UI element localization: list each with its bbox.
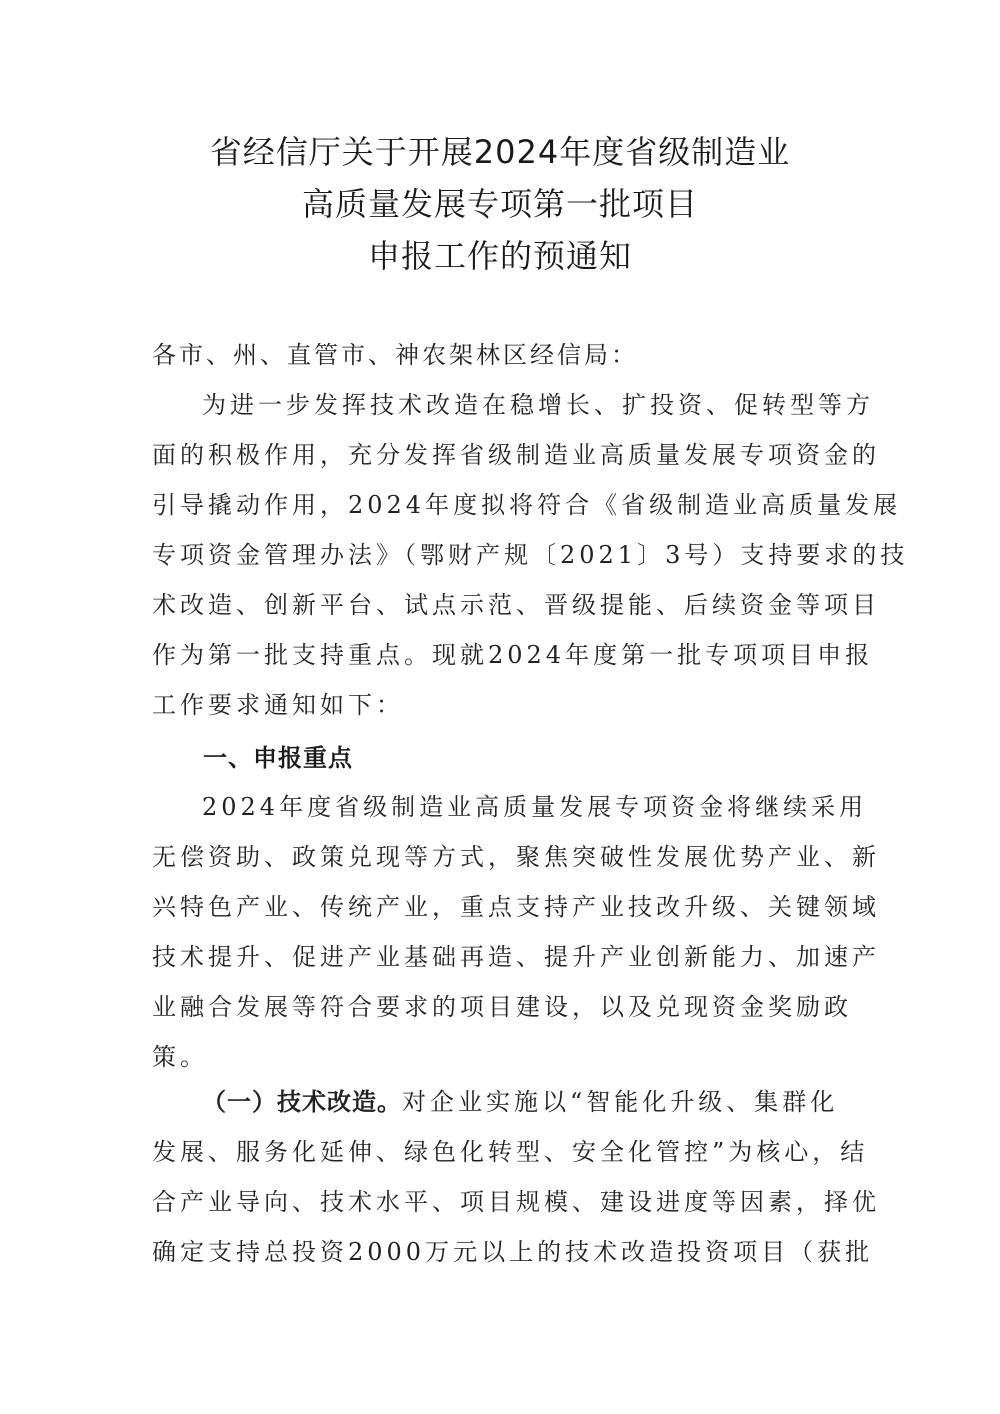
intro-line: 面的积极作用，充分发挥省级制造业高质量发展专项资金的 bbox=[152, 441, 880, 469]
subsection1-paragraph bbox=[152, 1077, 880, 1277]
section1-paragraph bbox=[152, 782, 880, 1082]
intro-line: 专项资金管理办法》（鄂财产规〔2021〕3号）支持要求的技 bbox=[152, 541, 909, 569]
document-title-line-2: 高质量发展专项第一批项目 bbox=[301, 185, 698, 223]
subsection1-lead: （一）技术改造。 bbox=[202, 1088, 402, 1116]
intro-line: 术改造、创新平台、试点示范、晋级提能、后续资金等项目 bbox=[152, 591, 880, 619]
section1-line: 业融合发展等符合要求的项目建设，以及兑现资金奖励政 bbox=[152, 993, 852, 1021]
section1-line: 技术提升、促进产业基础再造、提升产业创新能力、加速产 bbox=[152, 943, 880, 971]
subsection1-first-line bbox=[152, 1077, 852, 1127]
section-heading-1: 一、申报重点 bbox=[203, 744, 353, 772]
subsection1-line: 确定支持总投资2000万元以上的技术改造投资项目（获批 bbox=[152, 1238, 874, 1266]
subsection1-line: 发展、服务化延伸、绿色化转型、安全化管控”为核心，结 bbox=[152, 1138, 869, 1166]
section1-line: 策。 bbox=[152, 1043, 208, 1071]
section1-line: 无偿资助、政策兑现等方式，聚焦突破性发展优势产业、新 bbox=[152, 843, 880, 871]
salutation: 各市、州、直管市、神农架林区经信局： bbox=[152, 341, 638, 369]
intro-line: 为进一步发挥技术改造在稳增长、扩投资、促转型等方 bbox=[202, 391, 874, 419]
subsection1-line: 合产业导向、技术水平、项目规模、建设进度等因素，择优 bbox=[152, 1188, 880, 1216]
section1-line: 2024年度省级制造业高质量发展专项资金将继续采用 bbox=[202, 793, 868, 821]
document-title-line-3: 申报工作的预通知 bbox=[367, 237, 632, 275]
intro-line: 工作要求通知如下： bbox=[152, 691, 404, 719]
intro-line: 引导撬动作用，2024年度拟将符合《省级制造业高质量发展 bbox=[152, 491, 902, 519]
intro-line: 作为第一批支持重点。现就2024年度第一批专项项目申报 bbox=[152, 641, 874, 669]
subsection1-first-rest: 对企业实施以“智能化升级、集群化 bbox=[402, 1088, 839, 1116]
section1-line: 兴特色产业、传统产业，重点支持产业技改升级、关键领域 bbox=[152, 893, 880, 921]
intro-paragraph bbox=[152, 380, 909, 730]
document-title-line-1: 省经信厅关于开展2024年度省级制造业 bbox=[209, 133, 791, 171]
